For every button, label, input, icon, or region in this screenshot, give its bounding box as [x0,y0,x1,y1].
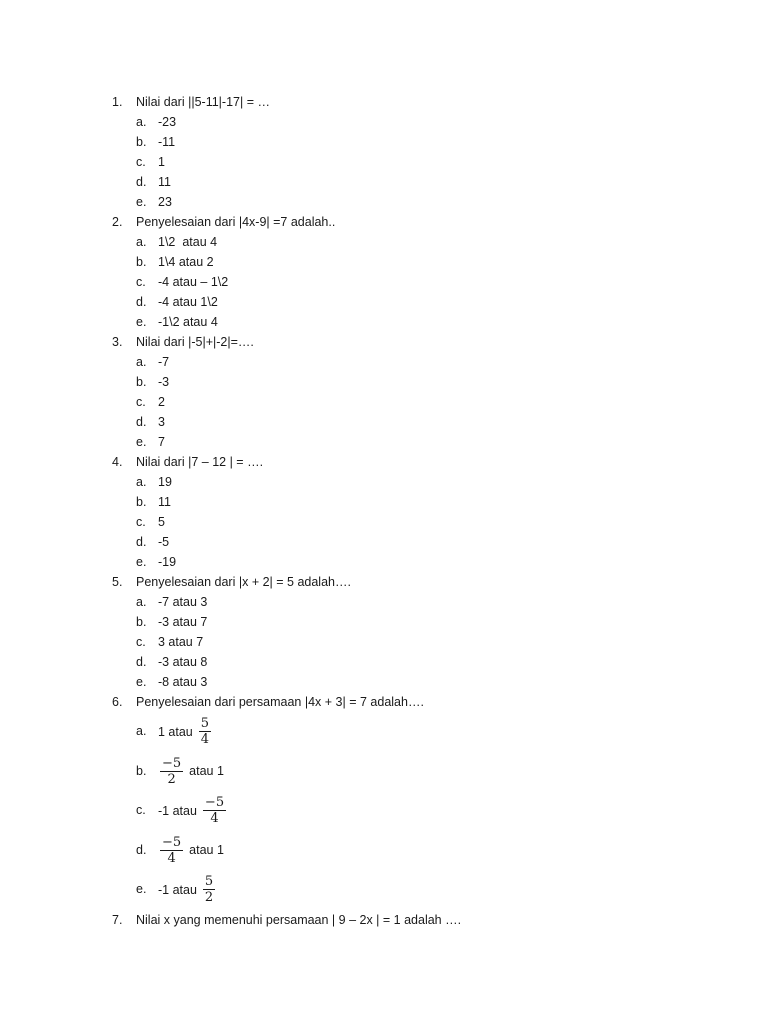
question-text: Nilai dari |7 – 12 | = …. [136,455,264,469]
question-5 [112,572,712,592]
fraction [160,756,183,787]
option-text: -5 [158,535,170,549]
fraction-denominator: 2 [167,771,176,787]
option-2d [112,292,712,312]
option-body [158,712,213,751]
option-suffix: atau 1 [189,843,224,857]
question-number: 1. [112,95,123,109]
fraction [199,716,211,747]
option-letter: b. [136,135,147,149]
fraction-numerator: 5 [200,716,210,731]
option-text: 23 [158,195,172,209]
option-3c [112,392,712,412]
option-letter: b. [136,255,147,269]
question-text: Nilai dari ||5-11|-17| = … [136,95,270,109]
fraction-numerator: −5 [204,795,225,810]
option-text: -11 [158,135,176,149]
option-6a [112,712,712,752]
option-letter: b. [136,763,147,778]
option-3e [112,432,712,452]
question-text: Nilai dari |-5|+|-2|=…. [136,335,254,349]
option-letter: a. [136,355,147,369]
option-letter: e. [136,435,147,449]
option-3a [112,352,712,372]
option-prefix: 1 atau [158,724,193,739]
option-3b [112,372,712,392]
option-text: 3 [158,415,165,429]
question-list [112,92,712,930]
option-letter: d. [136,535,147,549]
option-text: 11 [158,175,171,189]
option-4d [112,532,712,552]
question-number: 7. [112,912,123,927]
option-6c [112,791,712,831]
option-text: -23 [158,115,177,129]
option-text: -4 atau – 1\2 [158,275,229,289]
option-letter: d. [136,175,147,189]
option-1a [112,112,712,132]
option-letter: d. [136,295,147,309]
option-text: 5 [158,515,165,529]
fraction [203,874,215,905]
option-letter: a. [136,475,147,489]
option-5a [112,592,712,612]
question-1 [112,92,712,112]
option-6e [112,870,712,910]
option-text: -3 atau 7 [158,615,208,629]
option-letter: a. [136,595,147,609]
option-5b [112,612,712,632]
option-text: -7 atau 3 [158,595,208,609]
question-7 [112,910,712,930]
option-text: 1\4 atau 2 [158,255,214,269]
option-text: -3 [158,375,170,389]
option-letter: e. [136,555,147,569]
question-text: Penyelesaian dari persamaan |4x + 3| = 7 adalah…. [136,695,424,709]
option-text: -1\2 atau 4 [158,315,218,329]
question-text: Nilai x yang memenuhi persamaan | 9 – 2x | = 1 adalah …. [136,912,462,927]
option-text: -8 atau 3 [158,675,208,689]
question-number: 6. [112,695,123,709]
option-text: 7 [158,435,165,449]
option-1c [112,152,712,172]
option-text: 11 [158,495,171,509]
option-letter: c. [136,155,146,169]
option-5c [112,632,712,652]
option-text: -7 [158,355,170,369]
option-text: 1 [158,155,165,169]
option-text: -19 [158,555,177,569]
fraction-denominator: 4 [210,811,219,826]
option-letter: c. [136,395,146,409]
question-number: 5. [112,575,123,589]
option-letter: e. [136,315,147,329]
option-letter: c. [136,635,146,649]
fraction-numerator: −5 [162,834,182,850]
option-5e [112,672,712,692]
fraction [203,795,226,826]
option-body [158,752,224,791]
fraction-denominator: 4 [200,732,210,747]
option-4c [112,512,712,532]
option-body [158,831,224,870]
option-text: -4 atau 1\2 [158,295,218,309]
option-text: 2 [158,395,165,409]
option-letter: b. [136,375,147,389]
option-2c [112,272,712,292]
fraction-numerator: 5 [204,874,214,889]
option-letter: a. [136,235,147,249]
question-number: 3. [112,335,123,349]
option-5d [112,652,712,672]
option-letter: c. [136,803,146,817]
question-number: 4. [112,455,123,469]
option-text: 1\2 atau 4 [158,235,218,249]
question-3 [112,332,712,352]
option-letter: c. [136,515,146,529]
question-number: 2. [112,215,123,229]
fraction-numerator: −5 [162,755,182,771]
option-6b [112,752,712,792]
question-text: Penyelesaian dari |x + 2| = 5 adalah…. [136,575,351,589]
option-letter: d. [136,655,147,669]
fraction [160,835,183,866]
question-text: Penyelesaian dari |4x-9| =7 adalah.. [136,215,336,229]
option-6d [112,831,712,871]
option-2e [112,312,712,332]
option-1b [112,132,712,152]
question-2 [112,212,712,232]
option-prefix: -1 atau [158,882,197,897]
option-2b [112,252,712,272]
option-letter: e. [136,882,147,896]
question-4 [112,452,712,472]
option-suffix: atau 1 [189,764,224,778]
option-1e [112,192,712,212]
option-text: -3 atau 8 [158,655,208,669]
option-1d [112,172,712,192]
option-3d [112,412,712,432]
option-letter: a. [136,724,147,738]
option-letter: d. [136,415,147,429]
question-6 [112,692,712,712]
option-letter: c. [136,275,146,289]
option-letter: e. [136,195,147,209]
option-letter: b. [136,495,147,509]
option-4b [112,492,712,512]
option-text: 3 atau 7 [158,635,204,649]
option-body [158,870,217,909]
fraction-denominator: 2 [204,890,214,905]
option-4e [112,552,712,572]
option-text: 19 [158,475,172,489]
option-body [158,791,228,830]
fraction-denominator: 4 [167,850,176,866]
option-prefix: -1 atau [158,803,197,818]
option-2a [112,232,712,252]
option-letter: b. [136,615,147,629]
option-letter: d. [136,842,147,857]
option-letter: a. [136,115,147,129]
option-4a [112,472,712,492]
option-letter: e. [136,675,147,689]
